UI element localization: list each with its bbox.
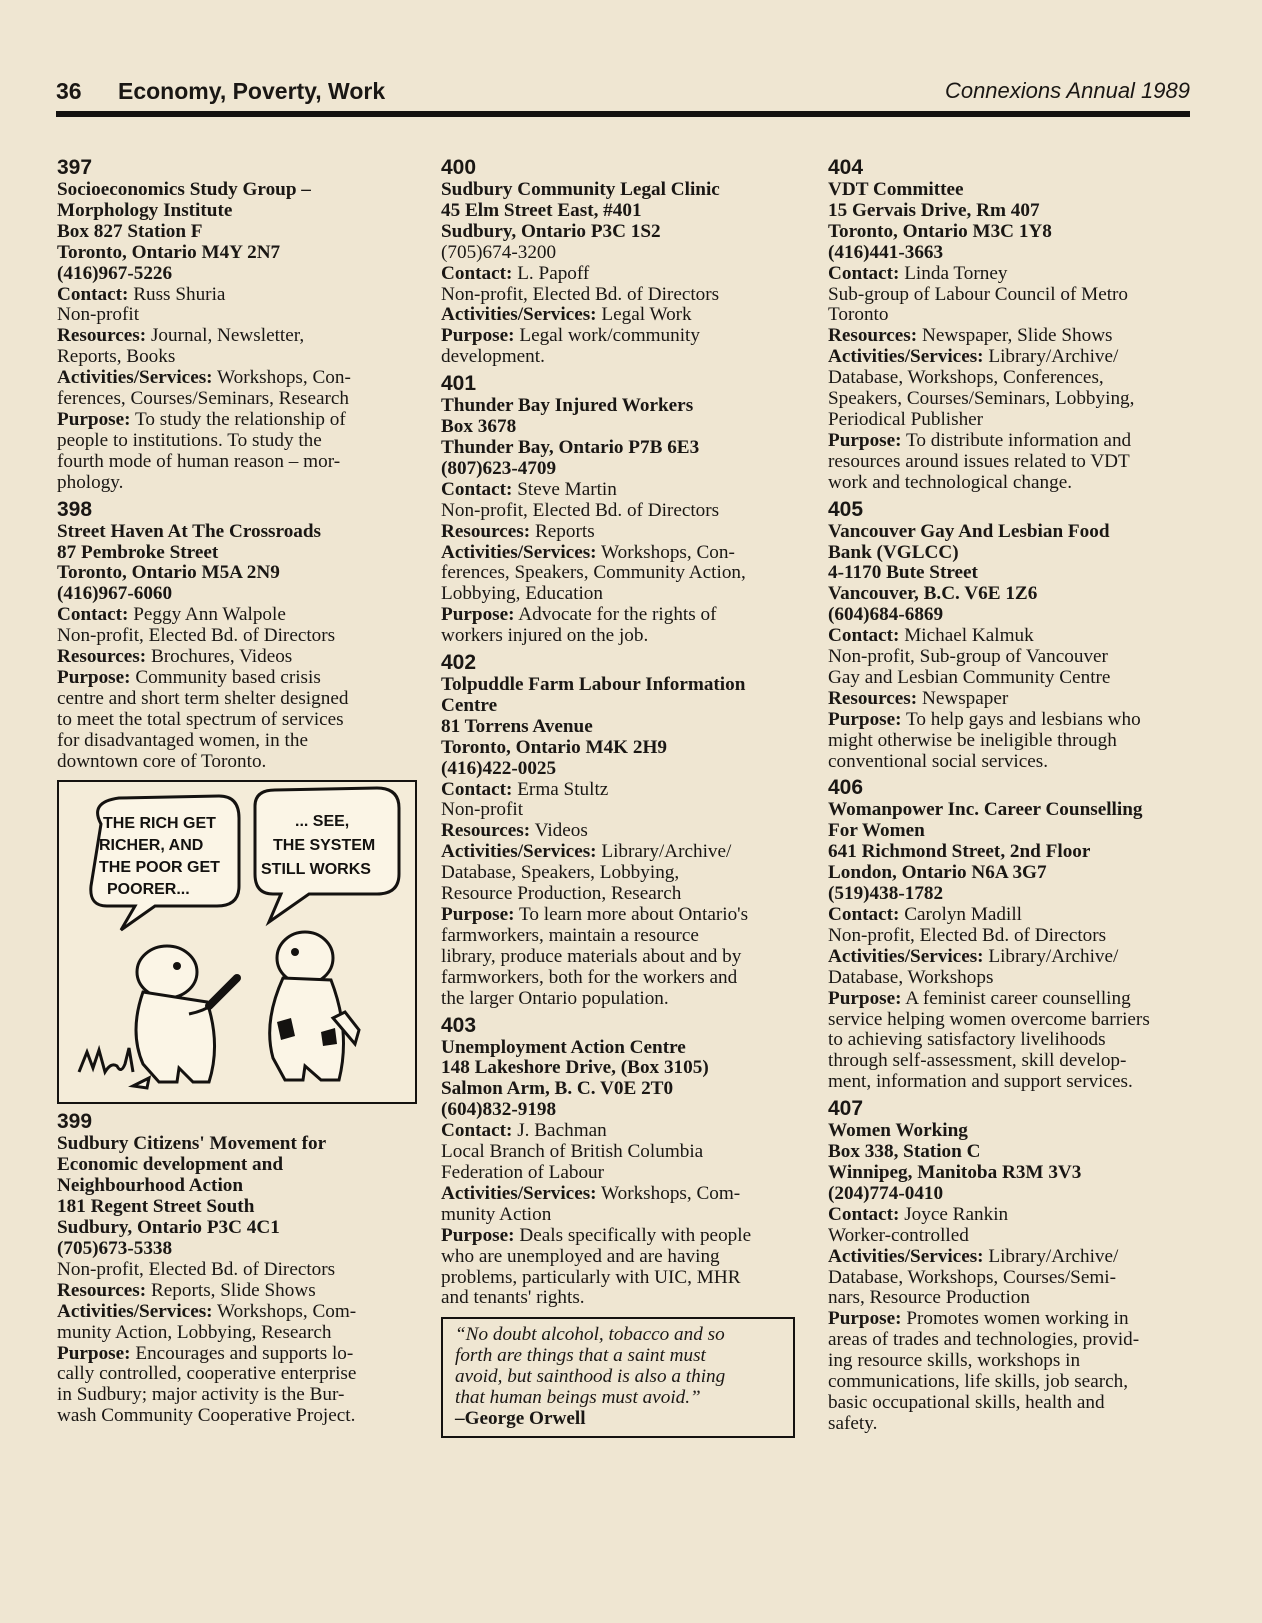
entry-number: 406 (828, 776, 864, 800)
org-type: Non-profit (57, 304, 140, 326)
entry-403 (441, 1014, 811, 1310)
purpose-cont: people to institutions. To study the (57, 429, 322, 451)
contact-value: Joyce Rankin (899, 1203, 1009, 1225)
purpose (57, 410, 417, 431)
org-name: For Women (828, 820, 925, 842)
entry-number: 397 (57, 156, 93, 179)
page-header (56, 78, 1190, 108)
purpose-cont: development. (441, 346, 545, 368)
purpose-cont: in Sudbury; major activity is the Bur- (57, 1384, 345, 1406)
entry-number: 407 (828, 1097, 864, 1121)
activities (441, 305, 811, 326)
activities (57, 1302, 417, 1323)
activities-value: Library/Archive/ (983, 346, 1119, 368)
purpose-cont: for disadvantaged women, in the (57, 729, 308, 751)
purpose-cont: downtown core of Toronto. (57, 750, 267, 772)
contact-value: Steve Martin (512, 478, 617, 500)
purpose-value: To distribute information and (901, 429, 1132, 451)
address: Vancouver, B.C. V6E 1Z6 (828, 583, 1038, 605)
contact (828, 264, 1200, 285)
resources-value: Brochures, Videos (146, 646, 293, 668)
purpose (441, 326, 811, 347)
org-name: Women Working (828, 1120, 968, 1142)
resources-label: Resources: (441, 820, 531, 842)
quote-line: that human beings must avoid.” (455, 1387, 701, 1409)
activities-cont: Resource Production, Research (441, 883, 682, 905)
entry-406 (828, 776, 1200, 1093)
contact-value: Russ Shuria (128, 283, 226, 305)
publication-title: Connexions Annual 1989 (944, 78, 1190, 103)
activities-label: Activities/Services: (441, 304, 597, 326)
address: Box 3678 (441, 416, 517, 438)
org-name: Sudbury Community Legal Clinic (441, 179, 720, 200)
address: Toronto, Ontario M4K 2H9 (441, 736, 667, 758)
signature-text: Mal (59, 782, 61, 784)
org-name: Morphology Institute (57, 199, 233, 221)
purpose-cont: to achieving satisfactory livelihoods (828, 1029, 1106, 1051)
contact (441, 1121, 811, 1142)
activities-label: Activities/Services: (828, 945, 984, 967)
resources-value: Videos (530, 820, 588, 842)
purpose-label: Purpose: (57, 1342, 131, 1364)
purpose (828, 431, 1200, 452)
purpose (441, 605, 811, 626)
address: 4-1170 Bute Street (828, 562, 978, 584)
activities-value: Legal Work (596, 304, 692, 326)
contact-label: Contact: (828, 262, 900, 284)
purpose-cont: conventional social services. (828, 750, 1049, 772)
entry-398 (57, 498, 417, 773)
activities-value: Library/Archive/ (983, 945, 1119, 967)
resources-value: Journal, Newsletter, (146, 325, 305, 347)
contact (441, 264, 811, 285)
page-number: 36 (56, 78, 82, 104)
purpose-cont: service helping women overcome barriers (828, 1008, 1150, 1030)
entry-number: 404 (828, 156, 864, 179)
entry-number: 402 (441, 651, 477, 675)
address: Toronto, Ontario M5A 2N9 (57, 562, 280, 584)
activities (441, 842, 811, 863)
resources (828, 326, 1200, 347)
purpose-cont: fourth mode of human reason – mor- (57, 450, 341, 472)
contact (57, 605, 417, 626)
purpose (828, 989, 1200, 1010)
cartoon (57, 780, 417, 1104)
org-type: Non-profit, Elected Bd. of Directors (828, 924, 1107, 946)
org-type-cont: Gay and Lesbian Community Centre (828, 666, 1111, 688)
purpose-cont: to meet the total spectrum of services (57, 708, 344, 730)
purpose-label: Purpose: (441, 904, 515, 925)
activities-value: Library/Archive/ (596, 841, 732, 863)
activities-cont: nars, Resource Production (828, 1287, 1030, 1309)
phone: (705)673-5338 (57, 1238, 173, 1259)
purpose (57, 1344, 417, 1365)
activities-value: Workshops, Com- (212, 1300, 357, 1322)
purpose-label: Purpose: (828, 429, 902, 451)
purpose-cont: farmworkers, maintain a resource (441, 924, 699, 946)
phone: (416)967-6060 (57, 583, 173, 605)
org-type-cont: Toronto (828, 304, 889, 326)
entry-399 (57, 1110, 417, 1427)
purpose-label: Purpose: (441, 325, 515, 347)
purpose-cont: communications, life skills, job search, (828, 1371, 1129, 1393)
bubble-left-line4: POORER... (107, 881, 190, 899)
activities (441, 1184, 811, 1205)
address: 148 Lakeshore Drive, (Box 3105) (441, 1057, 709, 1079)
purpose-cont: safety. (828, 1412, 878, 1434)
address: Toronto, Ontario M4Y 2N7 (57, 241, 281, 263)
activities (441, 543, 811, 564)
activities-cont: Lobbying, Education (441, 583, 603, 605)
eye-icon (173, 962, 181, 970)
org-name: Unemployment Action Centre (441, 1036, 686, 1058)
resources-label: Resources: (57, 1279, 147, 1301)
resources-value: Newspaper, Slide Shows (917, 325, 1113, 347)
contact (441, 780, 811, 801)
org-type: Non-profit, Elected Bd. of Directors (57, 1258, 336, 1280)
purpose-cont: centre and short term shelter designed (57, 687, 349, 709)
address: 15 Gervais Drive, Rm 407 (828, 199, 1040, 221)
contact (828, 905, 1200, 926)
eye-icon (291, 948, 299, 956)
bubble-left-line3: THE POOR GET (99, 859, 220, 877)
contact-label: Contact: (441, 478, 513, 500)
address: London, Ontario N6A 3G7 (828, 862, 1047, 884)
phone: (705)674-3200 (441, 241, 557, 263)
purpose-cont: library, produce materials about and by (441, 945, 742, 967)
purpose-label: Purpose: (828, 987, 902, 1009)
resources (57, 326, 417, 347)
purpose-cont: ment, information and support services. (828, 1071, 1133, 1093)
purpose-value: Advocate for the rights of (514, 604, 717, 626)
entry-400 (441, 156, 811, 368)
entry-407 (828, 1097, 1200, 1435)
org-type: Non-profit, Elected Bd. of Directors (441, 283, 720, 305)
quote-line: avoid, but sainthood is also a thing (455, 1366, 726, 1388)
purpose-cont: farmworkers, both for the workers and (441, 966, 738, 988)
purpose-value: Legal work/community (514, 325, 700, 347)
activities (828, 347, 1200, 368)
org-name: Vancouver Gay And Lesbian Food (828, 520, 1110, 542)
contact-label: Contact: (441, 262, 513, 284)
org-name: Neighbourhood Action (57, 1175, 244, 1197)
contact-label: Contact: (57, 283, 129, 305)
resources-label: Resources: (828, 325, 918, 347)
org-name: VDT Committee (828, 179, 964, 200)
purpose-cont: and tenants' rights. (441, 1287, 585, 1309)
resources-label: Resources: (441, 520, 531, 542)
entry-number: 401 (441, 372, 477, 396)
purpose-cont: basic occupational skills, health and (828, 1391, 1105, 1413)
address: 181 Regent Street South (57, 1196, 255, 1218)
activities-label: Activities/Services: (57, 1300, 213, 1322)
entry-number: 403 (441, 1013, 477, 1037)
resources-value: Newspaper (917, 687, 1009, 709)
org-name: Bank (VGLCC) (828, 541, 959, 563)
contact-label: Contact: (828, 625, 900, 647)
cartoon-drawing (59, 782, 415, 1102)
resources-value: Reports, Slide Shows (146, 1279, 316, 1301)
column-3 (828, 156, 1200, 1439)
purpose-value: Promotes women working in (901, 1308, 1129, 1330)
entry-397 (57, 156, 417, 494)
purpose-cont: cally controlled, cooperative enterprise (57, 1363, 357, 1385)
entry-404 (828, 156, 1200, 494)
resources (57, 647, 417, 668)
org-name: Thunder Bay Injured Workers (441, 395, 694, 417)
contact-value: Erma Stultz (512, 778, 609, 800)
resources-value: Reports (530, 520, 595, 542)
address: Box 827 Station F (57, 220, 203, 242)
resources-cont: Reports, Books (57, 346, 176, 368)
activities-cont: Speakers, Courses/Seminars, Lobbying, (828, 388, 1135, 410)
resources (57, 1281, 417, 1302)
purpose-cont: might otherwise be ineligible through (828, 729, 1117, 751)
address: 45 Elm Street East, #401 (441, 199, 642, 221)
quote-author: –George Orwell (455, 1407, 586, 1429)
phone: (416)967-5226 (57, 262, 173, 284)
activities-cont: Database, Workshops, Courses/Semi- (828, 1266, 1117, 1288)
purpose-label: Purpose: (441, 604, 515, 626)
quote-line: forth are things that a saint must (455, 1345, 706, 1367)
org-type: Local Branch of British Columbia (441, 1141, 704, 1163)
org-type: Sub-group of Labour Council of Metro (828, 283, 1129, 305)
org-name: Womanpower Inc. Career Counselling (828, 799, 1143, 821)
cartoon-figure-right (270, 932, 359, 1080)
purpose-cont: workers injured on the job. (441, 625, 649, 647)
org-name: Sudbury Citizens' Movement for (57, 1133, 327, 1155)
activities-value: Workshops, Com- (596, 1182, 741, 1204)
purpose-value: Deals specifically with people (514, 1224, 752, 1246)
org-type: Non-profit, Elected Bd. of Directors (441, 499, 720, 521)
activities-label: Activities/Services: (828, 1245, 984, 1267)
purpose (57, 668, 417, 689)
column-1 (57, 156, 417, 1431)
address: Box 338, Station C (828, 1141, 981, 1163)
org-type: Non-profit, Elected Bd. of Directors (57, 625, 336, 647)
resources (441, 522, 811, 543)
activities-cont: Periodical Publisher (828, 408, 984, 430)
entry-402 (441, 651, 811, 1010)
activities-value: Workshops, Con- (596, 541, 735, 563)
resources (441, 821, 811, 842)
purpose-label: Purpose: (828, 708, 902, 730)
resources (828, 689, 1200, 710)
entry-401 (441, 372, 811, 647)
activities-label: Activities/Services: (441, 1182, 597, 1204)
address: Toronto, Ontario M3C 1Y8 (828, 220, 1052, 242)
activities (828, 947, 1200, 968)
contact-label: Contact: (57, 604, 129, 626)
activities-label: Activities/Services: (57, 367, 213, 389)
purpose-cont: who are unemployed and are having (441, 1245, 720, 1267)
activities-cont: Database, Speakers, Lobbying, (441, 862, 680, 884)
purpose-cont: ing resource skills, workshops in (828, 1350, 1081, 1372)
activities-cont: munity Action (441, 1203, 552, 1225)
purpose-value: To help gays and lesbians who (901, 708, 1141, 730)
contact-value: Carolyn Madill (899, 904, 1022, 925)
phone: (519)438-1782 (828, 883, 944, 905)
phone: (204)774-0410 (828, 1182, 944, 1204)
activities-label: Activities/Services: (828, 346, 984, 368)
entry-number: 400 (441, 156, 477, 179)
bubble-left-line2: RICHER, AND (99, 837, 204, 855)
activities (828, 1247, 1200, 1268)
purpose-label: Purpose: (828, 1308, 902, 1330)
contact-value: Linda Torney (899, 262, 1008, 284)
address: Winnipeg, Manitoba R3M 3V3 (828, 1161, 1082, 1183)
purpose-label: Purpose: (57, 666, 131, 688)
purpose (828, 1309, 1200, 1330)
entry-number: 398 (57, 497, 93, 521)
activities-cont: munity Action, Lobbying, Research (57, 1321, 332, 1343)
contact-label: Contact: (828, 904, 900, 925)
phone: (604)684-6869 (828, 604, 944, 626)
activities-cont: ferences, Courses/Seminars, Research (57, 388, 349, 410)
speech-bubble-right (255, 788, 399, 922)
purpose-cont: resources around issues related to VDT (828, 450, 1130, 472)
org-type-cont: Federation of Labour (441, 1161, 605, 1183)
contact (828, 626, 1200, 647)
entry-number: 405 (828, 497, 864, 521)
purpose-cont: problems, particularly with UIC, MHR (441, 1266, 741, 1288)
purpose (828, 710, 1200, 731)
address: Thunder Bay, Ontario P7B 6E3 (441, 436, 700, 458)
phone: (416)441-3663 (828, 241, 944, 263)
contact-value: Peggy Ann Walpole (128, 604, 286, 626)
bubble-right-line2: THE SYSTEM (273, 837, 376, 855)
contact-label: Contact: (441, 1120, 513, 1142)
purpose-label: Purpose: (441, 1224, 515, 1246)
phone: (416)422-0025 (441, 757, 557, 779)
activities-value: Library/Archive/ (983, 1245, 1119, 1267)
bubble-right-line1: ... SEE, (295, 813, 350, 831)
org-name: Tolpuddle Farm Labour Information (441, 674, 746, 696)
purpose-label: Purpose: (57, 408, 131, 430)
purpose-cont: wash Community Cooperative Project. (57, 1405, 356, 1427)
entry-405 (828, 498, 1200, 773)
section-title: Economy, Poverty, Work (118, 78, 386, 104)
bubble-right-line3: STILL WORKS (261, 861, 371, 879)
phone: (807)623-4709 (441, 457, 557, 479)
signature (79, 1048, 133, 1072)
purpose-cont: areas of trades and technologies, provid- (828, 1329, 1140, 1351)
address: Sudbury, Ontario P3C 4C1 (57, 1217, 280, 1239)
contact (441, 480, 811, 501)
purpose-value: Encourages and supports lo- (130, 1342, 354, 1364)
purpose-cont: the larger Ontario population. (441, 987, 669, 1009)
resources-label: Resources: (57, 646, 147, 668)
activities (57, 368, 417, 389)
contact-value: L. Papoff (512, 262, 590, 284)
quote-box (441, 1317, 795, 1438)
org-name: Centre (441, 694, 498, 716)
activities-cont: Database, Workshops, Conferences, (828, 367, 1104, 389)
resources-label: Resources: (57, 325, 147, 347)
activities-label: Activities/Services: (441, 841, 597, 863)
quote-line: “No doubt alcohol, tobacco and so (455, 1324, 725, 1346)
cigar-icon (209, 978, 237, 1006)
org-name: Socioeconomics Study Group – (57, 179, 311, 200)
org-type: Non-profit, Sub-group of Vancouver (828, 646, 1108, 668)
address: Sudbury, Ontario P3C 1S2 (441, 220, 661, 242)
contact-label: Contact: (441, 778, 513, 800)
address: 641 Richmond Street, 2nd Floor (828, 841, 1091, 863)
contact-value: Michael Kalmuk (899, 625, 1034, 647)
activities-cont: ferences, Speakers, Community Action, (441, 562, 746, 584)
column-2 (441, 156, 811, 1438)
contact (828, 1205, 1200, 1226)
header-rule (56, 111, 1190, 117)
contact-value: J. Bachman (512, 1120, 607, 1142)
resources-label: Resources: (828, 687, 918, 709)
purpose-cont: through self-assessment, skill develop- (828, 1050, 1127, 1072)
purpose-value: To learn more about Ontario's (514, 904, 749, 925)
org-name: Street Haven At The Crossroads (57, 520, 322, 542)
address: Salmon Arm, B. C. V0E 2T0 (441, 1078, 674, 1100)
activities-label: Activities/Services: (441, 541, 597, 563)
phone: (604)832-9198 (441, 1099, 557, 1121)
address: 87 Pembroke Street (57, 541, 219, 563)
contact (57, 285, 417, 306)
purpose (441, 905, 811, 926)
purpose-cont: work and technological change. (828, 471, 1073, 493)
activities-cont: Database, Workshops (828, 966, 994, 988)
purpose-value: Community based crisis (130, 666, 321, 688)
purpose-value: A feminist career counselling (901, 987, 1131, 1009)
org-type: Worker-controlled (828, 1224, 969, 1246)
purpose-cont: phology. (57, 471, 124, 493)
address: 81 Torrens Avenue (441, 715, 593, 737)
org-type: Non-profit (441, 799, 524, 821)
entry-number: 399 (57, 1110, 93, 1134)
contact-label: Contact: (828, 1203, 900, 1225)
activities-value: Workshops, Con- (212, 367, 351, 389)
org-name: Economic development and (57, 1154, 283, 1176)
purpose-value: To study the relationship of (130, 408, 346, 430)
bubble-left-line1: THE RICH GET (103, 815, 216, 833)
purpose (441, 1226, 811, 1247)
